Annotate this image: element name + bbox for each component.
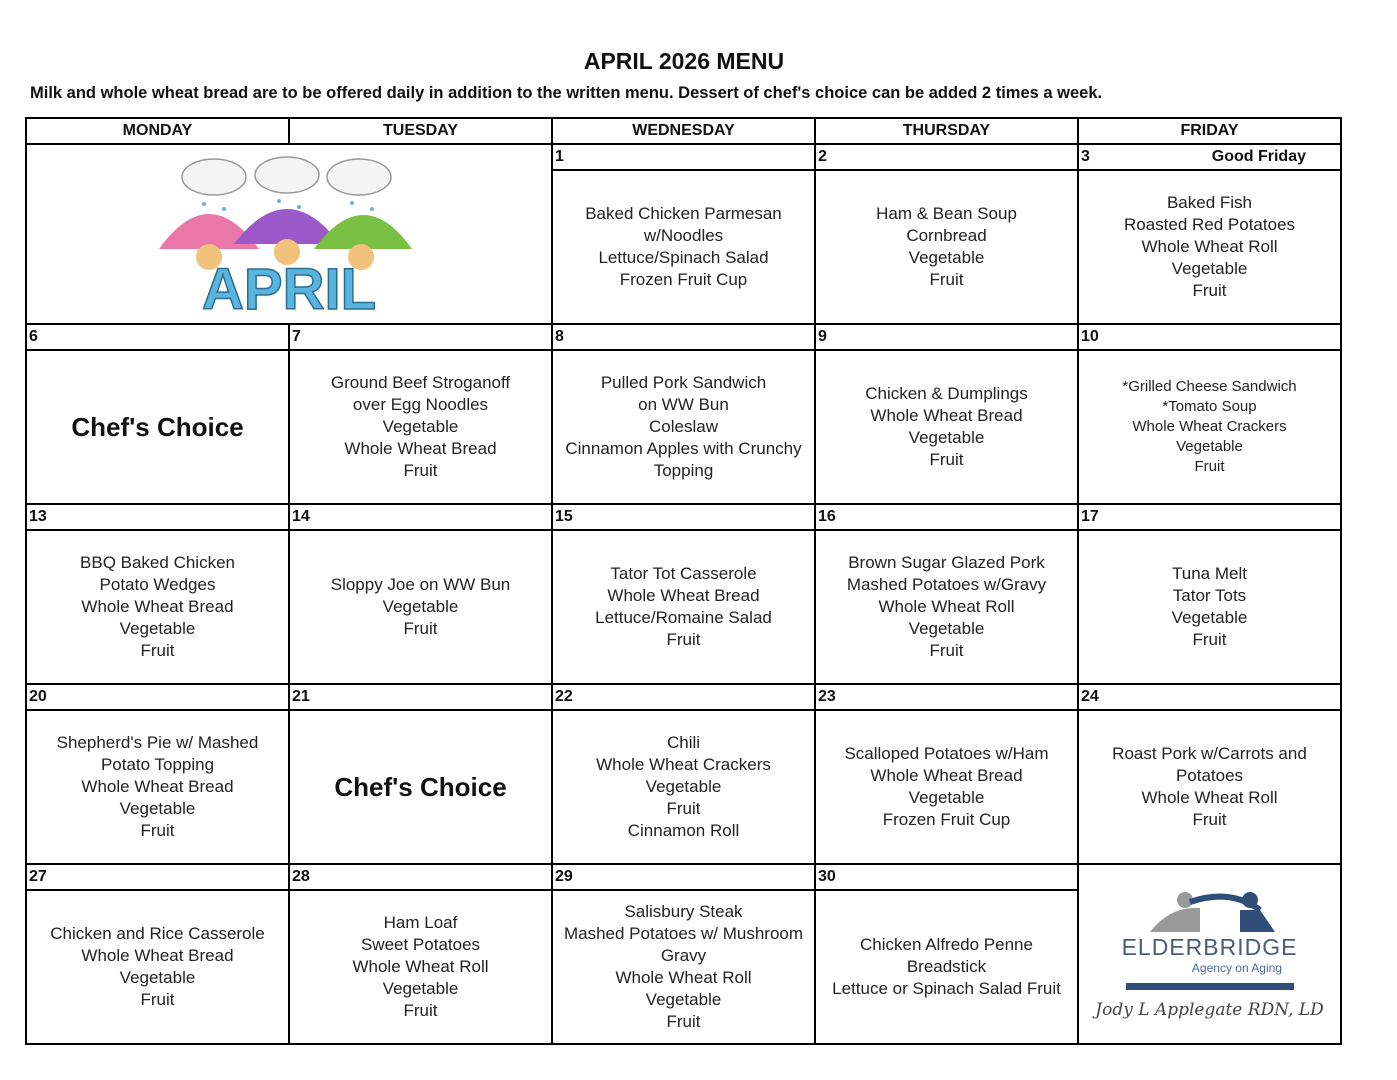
date-number: 2 xyxy=(818,148,827,165)
header-tuesday: TUESDAY xyxy=(290,119,551,143)
menu-item: w/Noodles xyxy=(643,226,724,245)
date-cell xyxy=(27,685,288,709)
chefs-choice-label: Chef's Choice xyxy=(334,772,507,802)
menu-item: Fruit xyxy=(1192,281,1227,300)
menu-item: Salisbury Steak xyxy=(624,902,743,921)
menu-item: over Egg Noodles xyxy=(352,395,489,414)
menu-item: *Grilled Cheese Sandwich xyxy=(1122,378,1297,395)
menu-cell xyxy=(290,891,551,1043)
date-cell xyxy=(1079,145,1340,169)
date-cell xyxy=(1079,325,1340,349)
menu-item: Coleslaw xyxy=(649,417,718,436)
menu-item: Gravy xyxy=(660,946,707,965)
date-number: 13 xyxy=(29,508,47,525)
dietitian-signature: Jody L Applegate RDN, LD xyxy=(1095,1000,1324,1020)
menu-cell xyxy=(816,531,1077,683)
menu-item: Vegetable xyxy=(1171,608,1248,627)
menu-item: Baked Chicken Parmesan xyxy=(585,204,782,223)
menu-item: Sweet Potatoes xyxy=(360,935,481,954)
menu-item: Vegetable xyxy=(119,619,196,638)
menu-cell xyxy=(27,351,288,503)
date-number: 28 xyxy=(292,868,310,885)
date-number: 17 xyxy=(1081,508,1099,525)
date-number: 23 xyxy=(818,688,836,705)
menu-item: Whole Wheat Bread xyxy=(870,406,1023,425)
menu-cell xyxy=(1079,711,1340,863)
date-number: 14 xyxy=(292,508,310,525)
menu-item: Whole Wheat Bread xyxy=(607,586,760,605)
menu-item: Vegetable xyxy=(645,777,722,796)
menu-item: Fruit xyxy=(403,461,438,480)
menu-cell xyxy=(816,711,1077,863)
menu-item: Whole Wheat Roll xyxy=(615,968,752,987)
menu-item: Mashed Potatoes w/Gravy xyxy=(846,575,1047,594)
menu-item: Potato Topping xyxy=(100,755,215,774)
menu-cell xyxy=(1079,171,1340,323)
menu-item: on WW Bun xyxy=(638,395,729,414)
menu-item: *Tomato Soup xyxy=(1162,398,1257,415)
menu-cell xyxy=(553,531,814,683)
menu-item: Ham Loaf xyxy=(383,913,458,932)
menu-item: Tuna Melt xyxy=(1172,564,1247,583)
date-cell xyxy=(290,325,551,349)
menu-item: Vegetable xyxy=(908,248,985,267)
menu-item: Ground Beef Stroganoff xyxy=(330,373,511,392)
menu-item: Fruit xyxy=(140,641,175,660)
menu-cell xyxy=(27,711,288,863)
date-number: 10 xyxy=(1081,328,1099,345)
menu-cell xyxy=(816,351,1077,503)
menu-item: Whole Wheat Bread xyxy=(81,777,234,796)
menu-cell xyxy=(290,531,551,683)
logo-tagline: Agency on Aging xyxy=(1191,961,1282,975)
date-cell xyxy=(290,505,551,529)
menu-item: Whole Wheat Bread xyxy=(344,439,497,458)
date-cell xyxy=(27,505,288,529)
menu-item: BBQ Baked Chicken xyxy=(80,553,235,572)
menu-cell xyxy=(816,891,1077,1043)
date-number: 21 xyxy=(292,688,310,705)
logo-figures-icon xyxy=(1130,888,1290,934)
menu-item: Shepherd's Pie w/ Mashed xyxy=(56,733,259,752)
date-number: 6 xyxy=(29,328,38,345)
menu-item: Vegetable xyxy=(382,597,459,616)
menu-item: Fruit xyxy=(929,270,964,289)
menu-cell xyxy=(553,891,814,1043)
date-number: 29 xyxy=(555,868,573,885)
menu-item: Whole Wheat Bread xyxy=(81,597,234,616)
chefs-choice-label: Chef's Choice xyxy=(71,412,244,442)
menu-item: Lettuce/Romaine Salad xyxy=(595,608,772,627)
menu-item: Vegetable xyxy=(382,979,459,998)
menu-item: Fruit xyxy=(140,821,175,840)
menu-item: Fruit xyxy=(1194,458,1225,475)
date-cell xyxy=(816,505,1077,529)
menu-item: Cinnamon Apples with Crunchy xyxy=(565,439,802,458)
menu-item: Whole Wheat Roll xyxy=(1141,788,1278,807)
menu-cell xyxy=(290,351,551,503)
menu-calendar xyxy=(25,117,1342,1045)
menu-cell xyxy=(290,711,551,863)
date-number: 15 xyxy=(555,508,573,525)
menu-note: Milk and whole wheat bread are to be offered daily in addition to the written menu. Dessert of chef's choice can be added 2 times a week. xyxy=(30,84,1103,102)
menu-item: Fruit xyxy=(929,450,964,469)
date-number: 30 xyxy=(818,868,836,885)
menu-item: Fruit xyxy=(929,641,964,660)
menu-item: Whole Wheat Roll xyxy=(352,957,489,976)
date-cell xyxy=(553,685,814,709)
menu-item: Lettuce or Spinach Salad Fruit xyxy=(832,979,1061,998)
menu-item: Fruit xyxy=(666,799,701,818)
date-number: 1 xyxy=(555,148,564,165)
menu-item: Frozen Fruit Cup xyxy=(619,270,748,289)
menu-cell xyxy=(553,351,814,503)
menu-item: Vegetable xyxy=(119,799,196,818)
menu-item: Fruit xyxy=(140,990,175,1009)
menu-cell xyxy=(1079,531,1340,683)
menu-item: Frozen Fruit Cup xyxy=(882,810,1011,829)
menu-item: Whole Wheat Roll xyxy=(878,597,1015,616)
menu-cell xyxy=(553,711,814,863)
menu-item: Scalloped Potatoes w/Ham xyxy=(844,744,1049,763)
menu-item: Whole Wheat Bread xyxy=(81,946,234,965)
date-cell xyxy=(1079,685,1340,709)
menu-item: Topping xyxy=(653,461,714,480)
date-cell xyxy=(27,865,288,889)
menu-item: Sloppy Joe on WW Bun xyxy=(330,575,511,594)
date-cell xyxy=(553,145,814,169)
menu-cell xyxy=(1079,351,1340,503)
date-cell xyxy=(553,325,814,349)
date-number: 24 xyxy=(1081,688,1099,705)
date-number: 20 xyxy=(29,688,47,705)
date-cell xyxy=(816,145,1077,169)
menu-item: Potatoes xyxy=(1175,766,1244,785)
date-number: 7 xyxy=(292,328,301,345)
menu-item: Chicken and Rice Casserole xyxy=(50,924,265,943)
menu-item: Whole Wheat Crackers xyxy=(596,755,771,774)
menu-cell xyxy=(553,171,814,323)
menu-item: Vegetable xyxy=(645,990,722,1009)
menu-item: Tator Tot Casserole xyxy=(610,564,757,583)
date-number: 22 xyxy=(555,688,573,705)
menu-item: Chicken & Dumplings xyxy=(865,384,1028,403)
menu-item: Vegetable xyxy=(119,968,196,987)
menu-item: Fruit xyxy=(666,1012,701,1031)
date-cell xyxy=(553,865,814,889)
menu-item: Roast Pork w/Carrots and xyxy=(1112,744,1307,763)
date-cell xyxy=(816,865,1077,889)
date-number: 8 xyxy=(555,328,564,345)
menu-item: Fruit xyxy=(403,619,438,638)
menu-item: Vegetable xyxy=(908,788,985,807)
menu-item: Cinnamon Roll xyxy=(627,821,740,840)
menu-item: Fruit xyxy=(1192,630,1227,649)
menu-item: Fruit xyxy=(666,630,701,649)
date-cell xyxy=(816,685,1077,709)
kids-umbrellas-illustration xyxy=(154,149,424,319)
date-cell xyxy=(27,325,288,349)
header-friday: FRIDAY xyxy=(1079,119,1340,143)
date-cell xyxy=(290,685,551,709)
menu-item: Mashed Potatoes w/ Mushroom xyxy=(563,924,804,943)
menu-item: Chicken Alfredo Penne xyxy=(860,935,1033,954)
menu-item: Ham & Bean Soup xyxy=(876,204,1017,223)
header-wednesday: WEDNESDAY xyxy=(553,119,814,143)
menu-item: Baked Fish xyxy=(1166,193,1253,212)
date-number: 27 xyxy=(29,868,47,885)
menu-item: Roasted Red Potatoes xyxy=(1123,215,1296,234)
page-title: APRIL 2026 MENU xyxy=(583,48,785,74)
menu-item: Vegetable xyxy=(1176,438,1243,455)
menu-item: Tator Tots xyxy=(1172,586,1247,605)
menu-item: Chili xyxy=(666,733,701,752)
menu-item: Fruit xyxy=(403,1001,438,1020)
menu-item: Fruit xyxy=(1192,810,1227,829)
date-number: 16 xyxy=(818,508,836,525)
date-number: 3 xyxy=(1081,148,1090,165)
date-cell xyxy=(553,505,814,529)
menu-item: Cornbread xyxy=(906,226,987,245)
date-number: 9 xyxy=(818,328,827,345)
header-thursday: THURSDAY xyxy=(816,119,1077,143)
menu-item: Vegetable xyxy=(908,619,985,638)
menu-item: Whole Wheat Roll xyxy=(1141,237,1278,256)
april-clipart xyxy=(27,145,551,323)
menu-item: Brown Sugar Glazed Pork xyxy=(848,553,1045,572)
menu-item: Lettuce/Spinach Salad xyxy=(598,248,769,267)
date-cell xyxy=(1079,505,1340,529)
date-cell xyxy=(290,865,551,889)
header-monday: MONDAY xyxy=(27,119,288,143)
menu-cell xyxy=(816,171,1077,323)
menu-item: Vegetable xyxy=(908,428,985,447)
logo-name: ELDERBRIDGE xyxy=(1121,934,1298,960)
april-clipart-text: APRIL xyxy=(202,257,376,319)
menu-item: Whole Wheat Crackers xyxy=(1132,418,1287,435)
logo-bar xyxy=(1126,983,1294,990)
menu-item: Breadstick xyxy=(906,957,987,976)
elderbridge-logo xyxy=(1079,865,1340,1043)
menu-item: Whole Wheat Bread xyxy=(870,766,1023,785)
holiday-label: Good Friday xyxy=(1211,148,1306,165)
menu-item: Vegetable xyxy=(382,417,459,436)
menu-item: Vegetable xyxy=(1171,259,1248,278)
menu-cell xyxy=(27,531,288,683)
menu-item: Pulled Pork Sandwich xyxy=(600,373,767,392)
menu-cell xyxy=(27,891,288,1043)
date-cell xyxy=(816,325,1077,349)
menu-item: Potato Wedges xyxy=(99,575,216,594)
